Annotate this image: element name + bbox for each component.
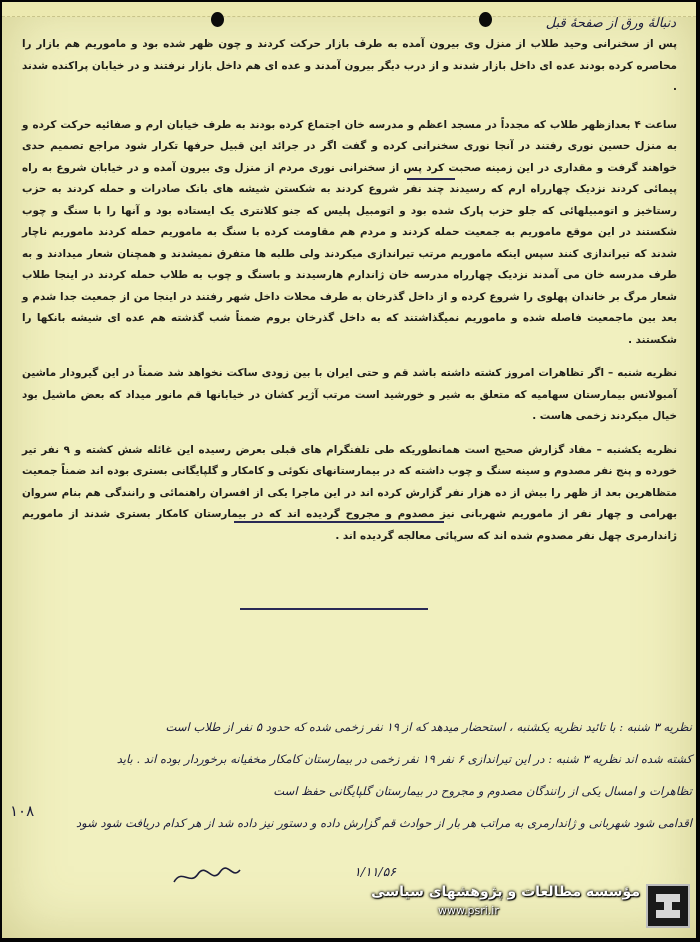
torn-top-edge [2, 2, 696, 17]
typed-paragraph: ساعت ۴ بعدازظهر طلاب که مجدداً در مسجد اعظم و مدرسه خان اجتماع کرده بودند به طرف خیابان ارم و صفائیه حرکت کرده و به منزل حسین نوری رفتند در آنجا نوری سخنرانی کرده و گفت اگر در جرائد این قبیل حرفها تکرار شود مراجع تصمیم حدی خواهند گرفت و مقداری در این زمینه صحبت کرد پس از سخنرانی نوری مردم از منزل وی بیرون آمده و در خیابان شروع به راه پیمائی کردند نزدیک چهارراه ارم که رسیدند چند نفر شروع کردند به شکستن شیشه های بانک صادرات و حمله کردند به حزب رستاخیز و اتومبیلهائی که جلو حزب پارک شده بود و اتومبیل پلیس که جنو کلانتری یک ایستاده بود و آنها را با سنگ و چوب شکستند در این موقع ماموریم به جمعیت حمله کردند و مردم هم مقاومت کرده با سنگ به ماموریم حمله کردند ماموریم ناچار شدند که تیراندازی کنند سپس اینکه ماموریم مرتب تیراندازی میکردند ولی طلبه ها متفرق نمیشدند و همچنان شعار میدادند و به طرف مدرسه خان می آمدند نزدیک چهارراه مدرسه خان ژاندارم هارسیدند و باسنگ و چوب به طلاب حمله کردند در اینجا طلاب شعار مرگ بر خاندان پهلوی را شروع کرده و از داخل گذرخان به طرف محلات داخل شهر رفتند در اینجا من از جمعیت جدا شدم و بعد بین ماجمعیت فاصله شده و ماموریم نمیگذاشتند که به داخل گذرخان بروم ضمناً شب گذشته هم عده ای شیشه بانکها را شکستند . [22, 118, 678, 346]
margin-note: ١٠٨ [10, 802, 35, 820]
signature [172, 864, 242, 893]
logo-glyph-icon [648, 886, 688, 926]
handwritten-line: کشته شده اند نظریه ۳ شنبه : در این تیراندازی ۶ نفر ۱۹ نفر زخمی در بیمارستان کامکار مخفیانه برخوردار بوده اند . باید [116, 752, 692, 766]
signature-scribble-icon [172, 864, 242, 890]
handwritten-line: اقدامی شود شهربانی و ژاندارمری به مراتب هر بار از حوادث قم گزارش داده و دستور نیز داده شد از هر کدام دریافت شود شود [75, 816, 692, 830]
handwritten-line: تظاهرات و امسال یکی از رانندگان مصدوم و مجروح در بیمارستان گلپایگانی حفظ است [273, 784, 692, 798]
document-page [2, 2, 696, 938]
institution-name: مؤسسه مطالعات و پژوهشهای سیاسی [371, 884, 640, 900]
typed-paragraph: پس از سخنرانی وحید طلاب از منزل وی بیرون آمده به طرف بازار حرکت کردند و چون ظهر شده بود و ماموریم هم بازار را محاصره کرده بودند عده ای داخل بازار شدند و از درب دیگر بیرون آمدند و عده ای هم داخل بازار نرفتند و در خیابان پراکنده شدند . [22, 38, 677, 93]
typed-paragraph: نظریه یکشنبه – مفاد گزارش صحیح است همانطوریکه طی تلفنگرام های قبلی بعرض رسیده این غائله شش کشته و ۹ نفر تیر خورده و پنج نفر مصدوم و سینه سنگ و چوب داشته که در بیمارستانهای نکوئی و کامکار و گلپایگانی بستری بوده اند ضمناً جمعیت متظاهرین بعد از ظهر را بیش از ده هزار نفر گزارش کرده اند در این ماجرا یکی از افسران راهنمائی و رانندگی هم بنام سروان بهرامی و چهار نفر از ماموریم شهربانی نیز مصدوم و مجروح گردیده اند که در بیمارستان کامکار بستری شدند از ماموریم ژاندارمری چهل نفر مصدوم شده اند که سرپائی معالجه گردیده اند . [22, 443, 677, 542]
handwritten-annotation [12, 711, 692, 839]
institute-logo-icon [646, 884, 690, 928]
typed-paragraph: نظریه شنبه – اگر تظاهرات امروز کشته داشته باشد قم و حتی ایران با بین زودی ساکت نخواهد شد ضمناً در این گیرودار ماشین آمبولانس بیمارستان سهامیه که متعلق به شیر و خورشید است مرتب آژیر کشان در خیابانها قم مانور میداد که بعض ماشیل بود خیال میکردند زخمی هاست . [22, 367, 677, 422]
ink-underline [407, 178, 455, 180]
page-heading-handwritten: دنبالهٔ ورق از صفحهٔ قبل [545, 16, 676, 31]
typed-report-body [22, 34, 677, 547]
handwritten-date: ۱/۱۱/۵۶ [354, 864, 396, 879]
punch-hole [211, 12, 224, 27]
ink-underline [240, 608, 428, 610]
punch-hole [479, 12, 492, 27]
handwritten-line: نظریه ۳ شنبه : با تائید نظریه یکشنبه ، استحضار میدهد که از ۱۹ نفر زخمی شده که حدود ۵ نفر از طلاب است [165, 720, 692, 734]
watermark-footer [370, 884, 640, 930]
institution-url: www.psri.ir [438, 904, 499, 917]
ink-underline [234, 521, 444, 523]
